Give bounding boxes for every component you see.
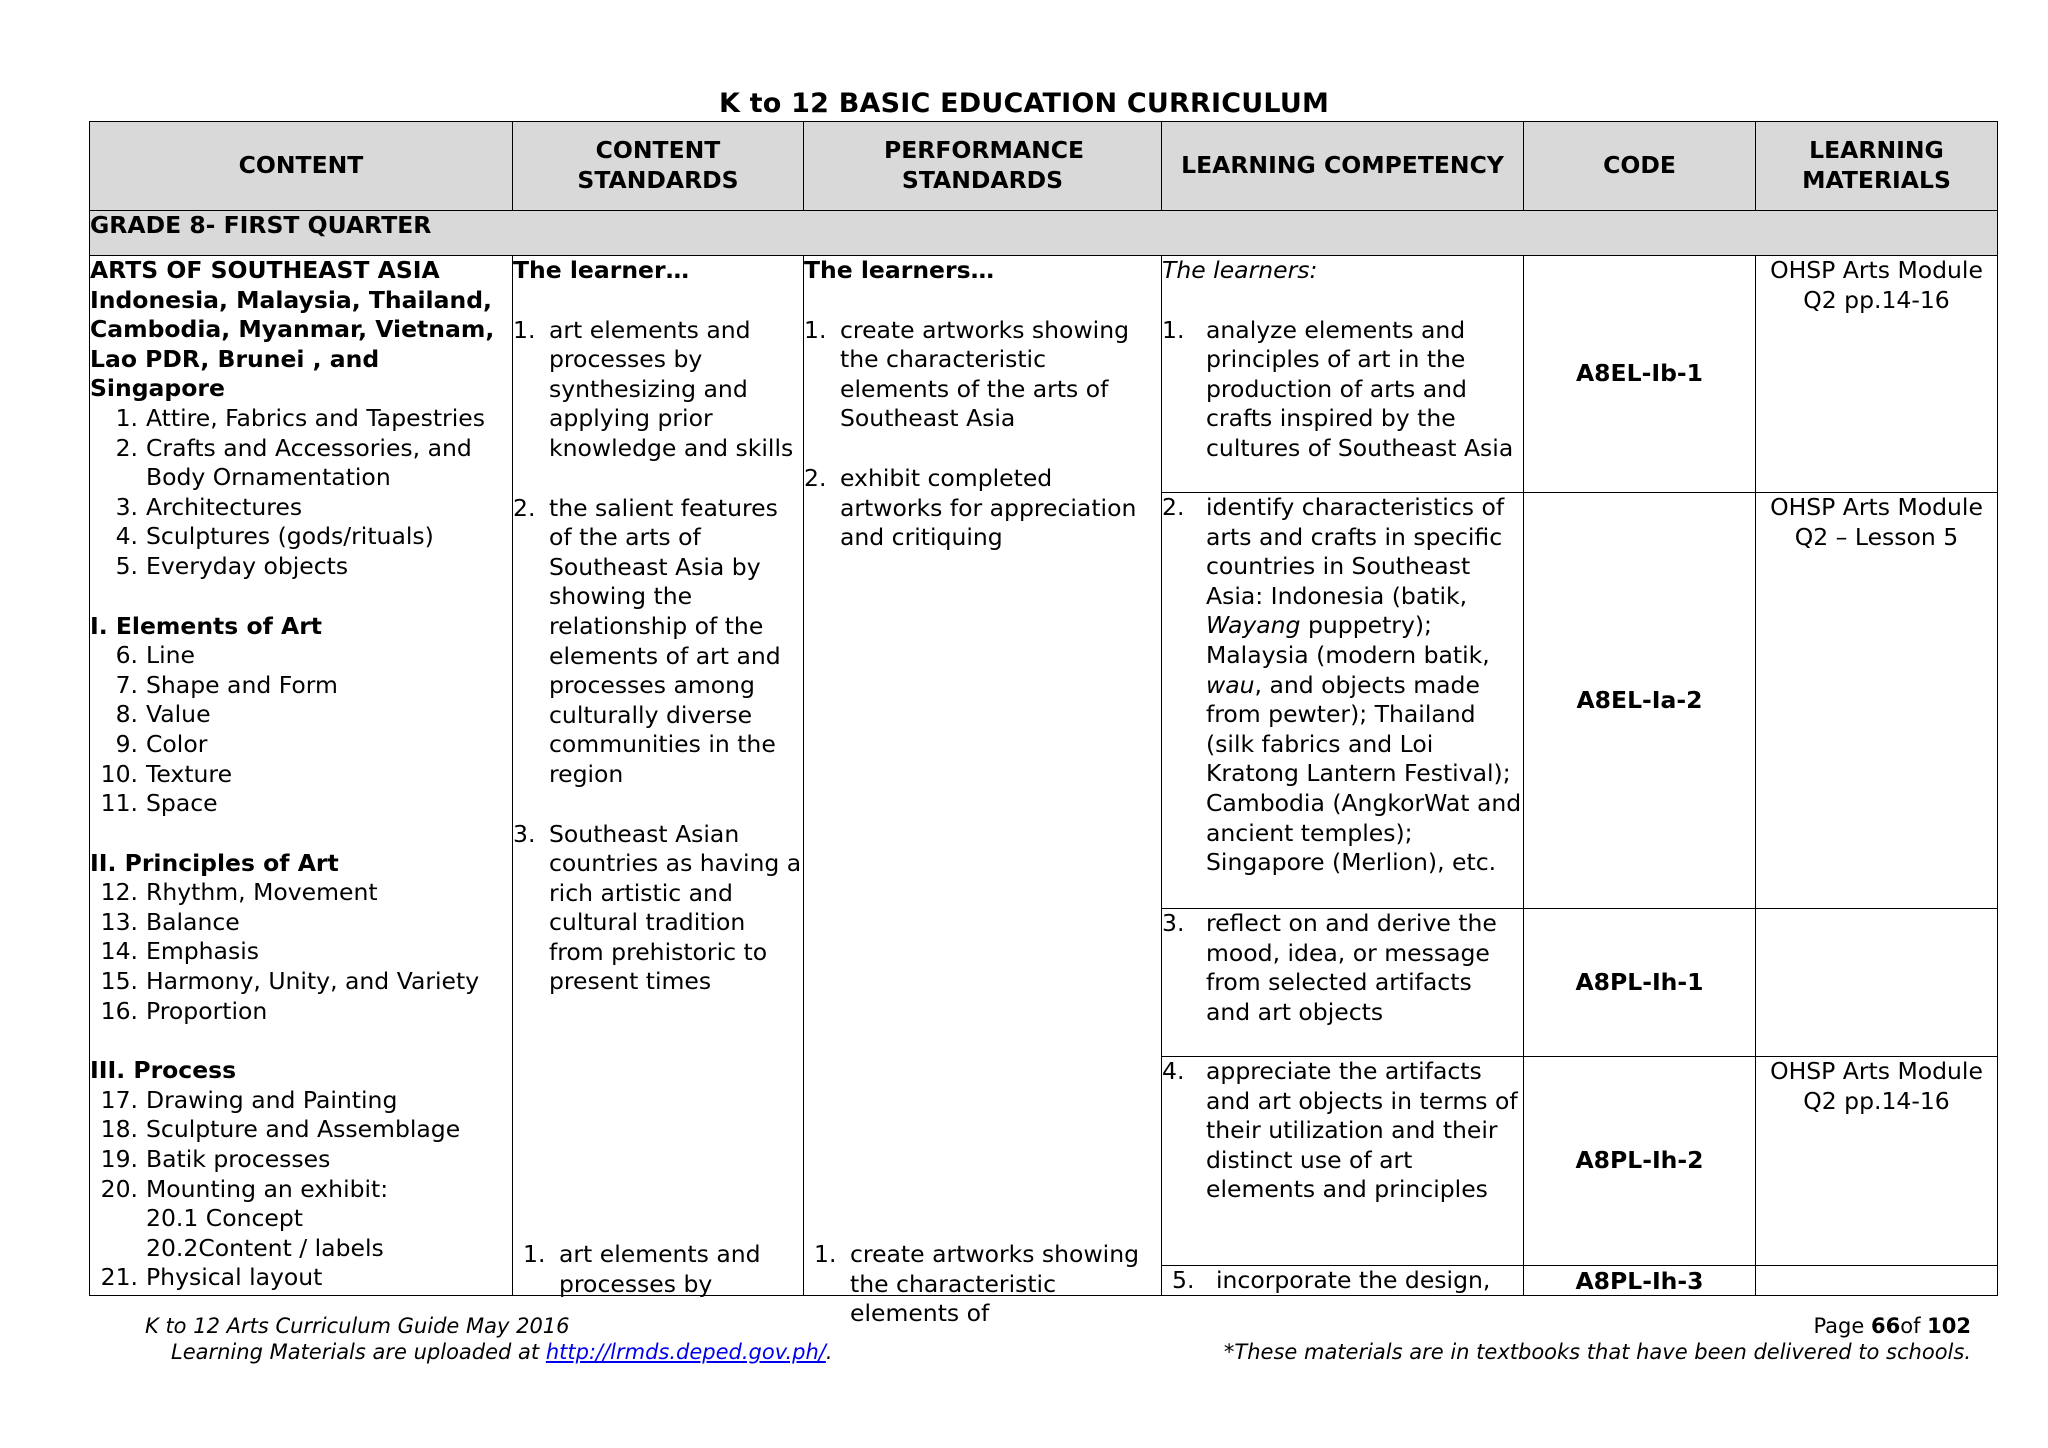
competency-intro: The learners: (1162, 256, 1318, 284)
header-content: CONTENT (90, 122, 513, 211)
page-number: Page 66of 102 (1813, 1314, 1971, 1338)
header-row (90, 122, 1998, 211)
quarter-row (90, 211, 1998, 256)
list-item: 13. Balance (100, 907, 240, 936)
content-list-c (90, 878, 512, 1026)
section-heading: I. Elements of Art (90, 611, 323, 640)
content-standards-list (513, 316, 803, 997)
sub-item: 20.2Content / labels (146, 1233, 384, 1262)
list-item: 3. Architectures (115, 492, 303, 521)
material-cell (1756, 1266, 1998, 1296)
list-item: 1. Attire, Fabrics and Tapestries (115, 403, 485, 432)
list-item: 20. Mounting an exhibit: (100, 1174, 389, 1203)
list-item: 6. Line (115, 641, 195, 670)
content-list-d (90, 1086, 512, 1204)
lrmds-link[interactable]: http://lrmds.deped.gov.ph/ (545, 1340, 826, 1364)
section-heading: II. Principles of Art (90, 848, 339, 877)
footer-right (1224, 1313, 1971, 1365)
header-learning-competency: LEARNING COMPETENCY (1162, 122, 1524, 211)
header-learning-materials: LEARNING MATERIALS (1756, 122, 1998, 211)
list-item: 15. Harmony, Unity, and Variety (100, 967, 480, 996)
list-item: 9. Color (115, 729, 208, 758)
code-cell: A8EL-Ia-2 (1524, 493, 1756, 909)
standards-intro: The learners… (804, 256, 995, 284)
competency-item: 5. incorporate the design, (1172, 1266, 1491, 1294)
footer-uploaded: Learning Materials are uploaded at http://lrmds.deped.gov.ph/. (171, 1340, 833, 1364)
competency-item: 2. identify characteristics of arts and crafts in specific countries in Southeast Asia: Indonesia (batik, Wayang puppetry); Malaysia (modern batik, wau, and objects made from pewter); Thailand (silk fabrics and Loi Kratong Lantern Festival); Cambodia (AngkorWat and ancient temples); Singapore (Merlion), etc. (1162, 493, 1522, 877)
material-cell: OHSP Arts Module Q2 pp.14-16 (1756, 1057, 1998, 1266)
list-item: 19. Batik processes (100, 1145, 331, 1174)
content-list-b (90, 641, 512, 819)
standards-intro: The learner… (513, 256, 690, 284)
list-item: 5. Everyday objects (115, 551, 349, 580)
list-item: 21. Physical layout (100, 1263, 323, 1292)
list-item: 16. Proportion (100, 996, 268, 1025)
list-item: 18. Sculpture and Assemblage (100, 1115, 461, 1144)
content-list-a (90, 404, 512, 582)
list-item: 1. create artworks showing the characteristic elements of (814, 1240, 1139, 1328)
content-standards-list-next (523, 1240, 793, 1299)
material-cell: OHSP Arts Module Q2 pp.14-16 (1756, 256, 1998, 493)
code-cell: A8EL-Ib-1 (1524, 256, 1756, 493)
list-item: 7. Shape and Form (115, 670, 338, 699)
code-cell: A8PL-Ih-1 (1524, 909, 1756, 1057)
competency-item: 3. reflect on and derive the mood, idea, or message from selected artifacts and art objects (1162, 909, 1497, 1026)
content-countries: Cambodia, Myanmar, Vietnam, (90, 315, 495, 344)
code-cell: A8PL-Ih-3 (1524, 1266, 1756, 1296)
header-code: CODE (1524, 122, 1756, 211)
sub-item: 20.1 Concept (146, 1204, 303, 1233)
material-cell: OHSP Arts Module Q2 – Lesson 5 (1756, 493, 1998, 909)
footer-note: *These materials are in textbooks that have been delivered to schools. (1223, 1340, 1971, 1364)
list-item: 3. Southeast Asian countries as having a rich artistic and cultural tradition from prehistoric to present times (513, 819, 802, 996)
list-item: 2. Crafts and Accessories, and Body Ornamentation (115, 433, 472, 492)
list-item: 8. Value (115, 700, 211, 729)
performance-standards-cell (804, 256, 1162, 1328)
competency-cell (1162, 256, 1524, 493)
header-content-standards: CONTENT STANDARDS (513, 122, 804, 211)
competency-cell (1162, 493, 1524, 909)
footer-left (145, 1313, 833, 1365)
competency-cell (1162, 1057, 1524, 1266)
quarter-label: GRADE 8- FIRST QUARTER (90, 211, 1998, 256)
header-performance-standards: PERFORMANCE STANDARDS (804, 122, 1162, 211)
list-item: 14. Emphasis (100, 937, 259, 966)
list-item: 1. art elements and processes by (523, 1240, 761, 1298)
competency-cell (1162, 909, 1524, 1057)
list-item: 2. exhibit completed artworks for appreciation and critiquing (804, 463, 1137, 552)
competency-item: 1. analyze elements and principles of art in the production of arts and crafts inspired by the cultures of Southeast Asia (1162, 315, 1514, 462)
competency-item: 4. appreciate the artifacts and art objects in terms of their utilization and their distinct use of art elements and principles (1162, 1057, 1518, 1204)
footer-guide: K to 12 Arts Curriculum Guide May 2016 (145, 1314, 570, 1338)
list-item: 17. Drawing and Painting (100, 1085, 398, 1114)
list-item: 2. the salient features of the arts of Southeast Asia by showing the relationship of the elements of art and processes among culturally diverse communities in the region (513, 493, 781, 788)
content-countries: Lao PDR, Brunei , and Singapore (90, 344, 380, 403)
section-heading: III. Process (90, 1056, 237, 1085)
list-item: 11. Space (100, 789, 218, 818)
content-heading: ARTS OF SOUTHEAST ASIA (90, 256, 440, 284)
material-cell (1756, 909, 1998, 1057)
list-item: 1. create artworks showing the characteristic elements of the arts of Southeast Asia (804, 315, 1129, 433)
list-item: 12. Rhythm, Movement (100, 878, 378, 907)
list-item: 1. art elements and processes by synthesizing and applying prior knowledge and skills (513, 315, 794, 462)
content-cell (90, 256, 513, 1296)
content-list-e (90, 1263, 512, 1293)
content-standards-cell (513, 256, 804, 1296)
code-cell: A8PL-Ih-2 (1524, 1057, 1756, 1266)
list-item: 10. Texture (100, 759, 233, 788)
performance-standards-list (804, 316, 1161, 553)
page-title: K to 12 BASIC EDUCATION CURRICULUM (718, 88, 1330, 119)
competency-cell (1162, 1266, 1524, 1296)
performance-standards-list-next (814, 1240, 1151, 1329)
list-item: 4. Sculptures (gods/rituals) (115, 522, 434, 551)
content-countries: Indonesia, Malaysia, Thailand, (90, 285, 492, 314)
